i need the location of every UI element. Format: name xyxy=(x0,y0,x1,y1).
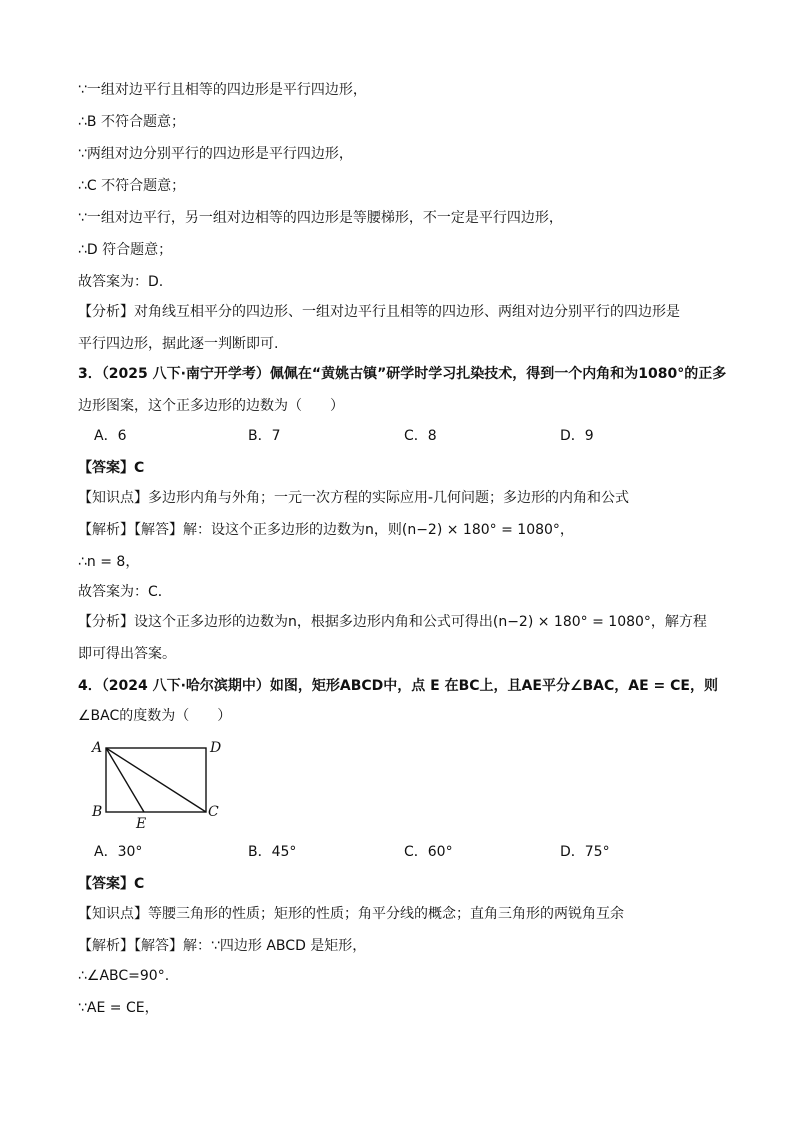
solution-line: ∴n = 8， xyxy=(78,554,140,570)
question-3-choices xyxy=(94,426,694,446)
solution-line: ∴B 不符合题意； xyxy=(78,114,185,130)
choice-b: B．7 xyxy=(248,428,281,444)
choice-c: C．60° xyxy=(404,844,453,860)
analysis-line: 【分析】设这个正多边形的边数为n，根据多边形内角和公式可得出(n−2) × 180° = 1080°，解方程 xyxy=(78,614,707,630)
question-3-stem: 边形图案，这个正多边形的边数为（ ） xyxy=(78,398,344,414)
label-b: B xyxy=(92,804,103,820)
solution-line: ∴∠ABC=90°. xyxy=(78,968,170,984)
final-answer: 故答案为：D. xyxy=(78,274,164,290)
label-c: C xyxy=(208,804,219,820)
solution-line: 【解析】【解答】解：∵四边形 ABCD 是矩形， xyxy=(78,938,367,954)
solution-line: ∴D 符合题意； xyxy=(78,242,173,258)
solution-line: ∵AE = CE， xyxy=(78,1000,159,1016)
question-4-stem: ∠BAC的度数为（ ） xyxy=(78,708,232,724)
answer-label: 【答案】C xyxy=(78,460,145,476)
question-4-stem: 4．（2024 八下·哈尔滨期中）如图，矩形ABCD中，点 E 在BC上，且AE平分∠BAC，AE = CE，则 xyxy=(78,678,718,694)
segment-ac xyxy=(106,748,206,812)
final-answer: 故答案为：C． xyxy=(78,584,172,600)
choice-c: C．8 xyxy=(404,428,437,444)
solution-line: ∵两组对边分别平行的四边形是平行四边形， xyxy=(78,146,353,162)
choice-d: D．75° xyxy=(560,844,610,860)
question-3-stem: 3．（2025 八下·南宁开学考）佩佩在“黄姚古镇”研学时学习扎染技术，得到一个内角和为1080°的正多 xyxy=(78,366,727,382)
label-d: D xyxy=(210,740,222,756)
solution-line: ∵一组对边平行，另一组对边相等的四边形是等腰梯形，不一定是平行四边形， xyxy=(78,210,563,226)
choice-a: A．30° xyxy=(94,844,143,860)
rectangle-figure xyxy=(88,738,228,830)
knowledge-points: 【知识点】多边形内角与外角；一元一次方程的实际应用-几何问题；多边形的内角和公式 xyxy=(78,490,630,506)
choice-d: D．9 xyxy=(560,428,594,444)
segment-ae xyxy=(106,748,144,812)
solution-line: ∵一组对边平行且相等的四边形是平行四边形， xyxy=(78,82,367,98)
analysis-line: 即可得出答案。 xyxy=(78,646,176,662)
label-a: A xyxy=(92,740,103,756)
solution-line: ∴C 不符合题意； xyxy=(78,178,186,194)
solution-line: 【解析】【解答】解：设这个正多边形的边数为n，则(n−2) × 180° = 1080°， xyxy=(78,522,574,538)
label-e: E xyxy=(136,816,147,830)
answer-label: 【答案】C xyxy=(78,876,145,892)
analysis-line: 【分析】对角线互相平分的四边形、一组对边平行且相等的四边形、两组对边分别平行的四边形是 xyxy=(78,304,680,320)
knowledge-points: 【知识点】等腰三角形的性质；矩形的性质；角平分线的概念；直角三角形的两锐角互余 xyxy=(78,906,624,922)
question-4-choices xyxy=(94,842,694,862)
choice-b: B．45° xyxy=(248,844,297,860)
analysis-line: 平行四边形，据此逐一判断即可. xyxy=(78,336,279,352)
choice-a: A．6 xyxy=(94,428,127,444)
